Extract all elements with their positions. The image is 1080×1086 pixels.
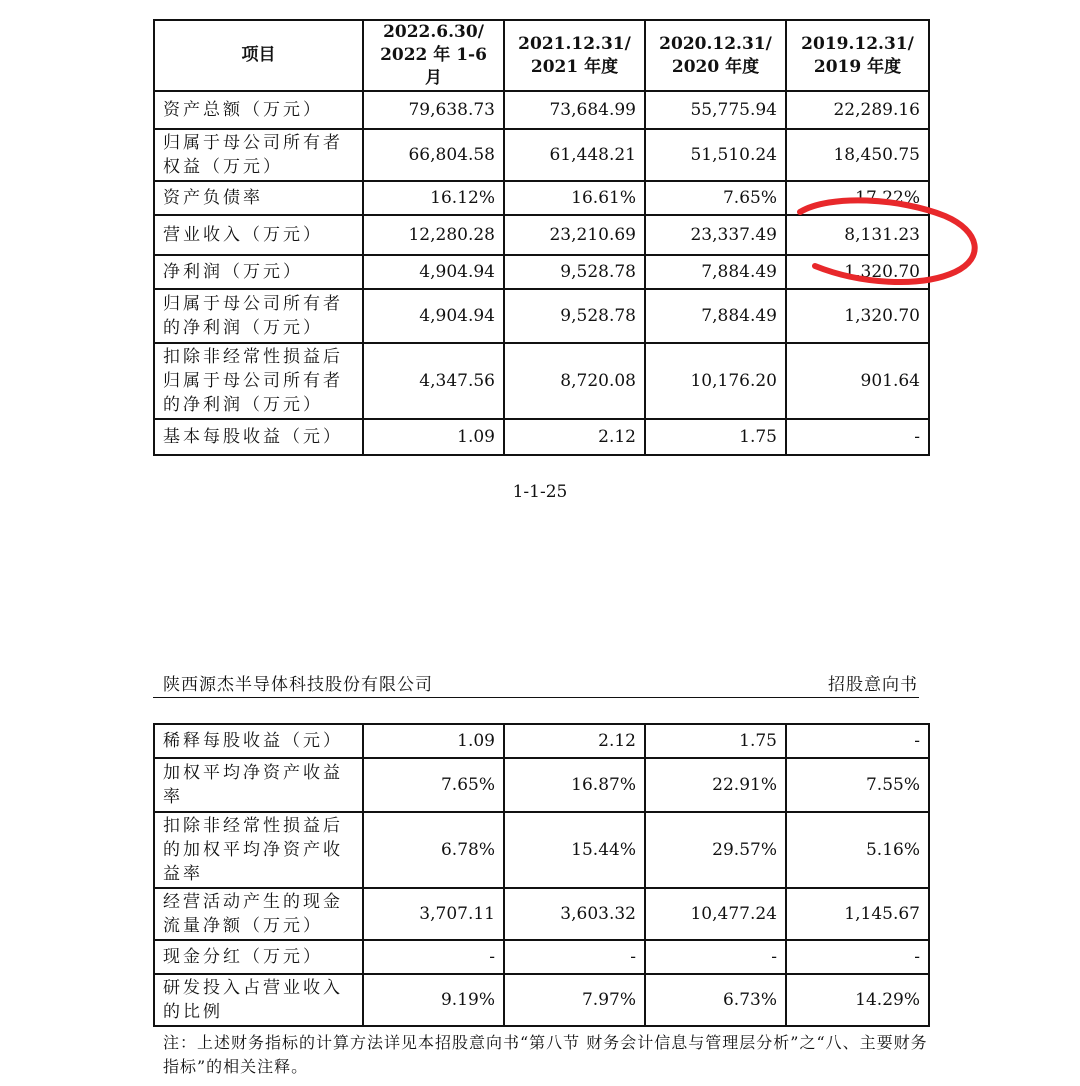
table-row [154,758,929,812]
row-value: 12,280.28 [363,215,504,255]
company-name: 陕西源杰半导体科技股份有限公司 [163,675,433,695]
row-value: 18,450.75 [786,129,929,181]
row-value: 23,337.49 [645,215,786,255]
row-value: 7.65% [363,758,504,812]
row-value: 17.22% [786,181,929,215]
row-label: 经营活动产生的现金 流量净额（万元） [154,888,363,940]
row-label: 资产总额（万元） [154,91,363,129]
row-value: 23,210.69 [504,215,645,255]
row-label: 研发投入占营业收入 的比例 [154,974,363,1026]
row-value: 14.29% [786,974,929,1026]
row-value: 6.78% [363,812,504,888]
row-value: - [504,940,645,974]
row-value: - [786,724,929,758]
row-value: 1,320.70 [786,255,929,289]
table-row [154,724,929,758]
header-item: 项目 [154,20,363,91]
header-col-2022h1: 2022.6.30/ 2022 年 1-6 月 [363,20,504,91]
row-value: 2.12 [504,419,645,455]
row-value: 1.75 [645,419,786,455]
row-value: 10,176.20 [645,343,786,419]
row-label: 归属于母公司所有者 的净利润（万元） [154,289,363,343]
row-value: 8,720.08 [504,343,645,419]
row-value: 15.44% [504,812,645,888]
row-value: 1,320.70 [786,289,929,343]
row-value: 9,528.78 [504,255,645,289]
table-row [154,974,929,1026]
row-value: 16.61% [504,181,645,215]
row-value: 7.97% [504,974,645,1026]
row-value: 9.19% [363,974,504,1026]
row-value: 5.16% [786,812,929,888]
table-row [154,215,929,255]
row-value: 2.12 [504,724,645,758]
row-label: 现金分红（万元） [154,940,363,974]
row-value: 16.87% [504,758,645,812]
row-label: 扣除非经常性损益后 的加权平均净资产收 益率 [154,812,363,888]
row-value: 66,804.58 [363,129,504,181]
row-label: 净利润（万元） [154,255,363,289]
table-row [154,129,929,181]
row-label: 营业收入（万元） [154,215,363,255]
row-value: 901.64 [786,343,929,419]
row-value: 51,510.24 [645,129,786,181]
row-value: 9,528.78 [504,289,645,343]
table-row [154,419,929,455]
header-col-2021: 2021.12.31/ 2021 年度 [504,20,645,91]
row-value: 7.55% [786,758,929,812]
document-type: 招股意向书 [828,675,918,695]
row-value: 22,289.16 [786,91,929,129]
row-value: 8,131.23 [786,215,929,255]
row-label: 归属于母公司所有者 权益（万元） [154,129,363,181]
row-value: - [786,419,929,455]
row-label: 资产负债率 [154,181,363,215]
table-row [154,181,929,215]
footnote: 注：上述财务指标的计算方法详见本招股意向书“第八节 财务会计信息与管理层分析”之“八、主要财务指标”的相关注释。 [163,1033,928,1076]
header-col-2019: 2019.12.31/ 2019 年度 [786,20,929,91]
table-row [154,91,929,129]
row-value: 61,448.21 [504,129,645,181]
header-rule [153,697,919,698]
row-value: 22.91% [645,758,786,812]
row-value: 10,477.24 [645,888,786,940]
row-value: 7,884.49 [645,289,786,343]
row-value: 1.09 [363,419,504,455]
row-value: 4,904.94 [363,255,504,289]
row-value: 1.75 [645,724,786,758]
table-row [154,812,929,888]
financial-table-bottom [153,723,930,1027]
row-value: 79,638.73 [363,91,504,129]
table-row [154,888,929,940]
row-value: 4,904.94 [363,289,504,343]
row-value: - [363,940,504,974]
row-value: 1.09 [363,724,504,758]
row-label: 加权平均净资产收益 率 [154,758,363,812]
row-value: 7,884.49 [645,255,786,289]
row-value: 73,684.99 [504,91,645,129]
table-row [154,255,929,289]
row-value: 7.65% [645,181,786,215]
row-value: - [645,940,786,974]
table-row [154,343,929,419]
table-row [154,940,929,974]
row-label: 稀释每股收益（元） [154,724,363,758]
page-number: 1-1-25 [512,482,568,502]
table-row [154,289,929,343]
row-value: 6.73% [645,974,786,1026]
row-value: - [786,940,929,974]
row-label: 基本每股收益（元） [154,419,363,455]
row-value: 4,347.56 [363,343,504,419]
row-value: 1,145.67 [786,888,929,940]
row-value: 29.57% [645,812,786,888]
row-value: 3,603.32 [504,888,645,940]
table-header-row [154,20,929,91]
header-col-2020: 2020.12.31/ 2020 年度 [645,20,786,91]
row-value: 16.12% [363,181,504,215]
row-value: 3,707.11 [363,888,504,940]
financial-table-top [153,19,930,456]
row-value: 55,775.94 [645,91,786,129]
row-label: 扣除非经常性损益后 归属于母公司所有者 的净利润（万元） [154,343,363,419]
